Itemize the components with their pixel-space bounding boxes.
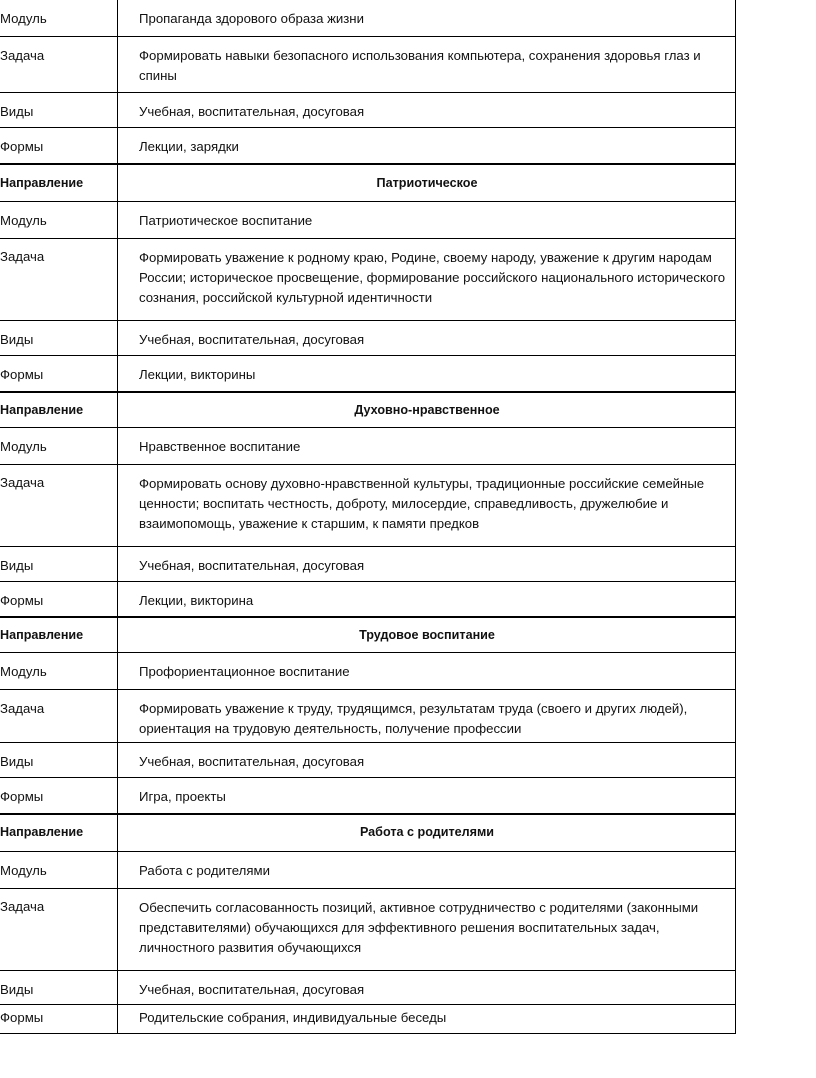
row-value: Лекции, викторина [139, 593, 254, 608]
row-border [0, 127, 736, 128]
row-value: Формировать навыки безопасного использования компьютера, сохранения здоровья глаз и спины [139, 48, 701, 83]
table-row [0, 1005, 736, 1034]
table-row [0, 971, 736, 1005]
table-row [0, 582, 736, 617]
direction-top-border [0, 163, 736, 165]
row-border [0, 689, 736, 690]
table-row [0, 743, 736, 778]
table-row [0, 653, 736, 690]
row-border [0, 320, 736, 321]
direction-row [0, 164, 736, 202]
row-border [0, 92, 736, 93]
row-border [0, 777, 736, 778]
row-border [0, 970, 736, 971]
row-value: Учебная, воспитательная, досуговая [139, 332, 365, 347]
direction-title: Работа с родителями [359, 825, 495, 839]
table-row [0, 321, 736, 356]
table-row [0, 690, 736, 743]
row-label: Модуль [0, 863, 47, 878]
row-label: Формы [0, 789, 44, 804]
row-value: Работа с родителями [139, 863, 270, 878]
row-border [0, 742, 736, 743]
column-divider [117, 0, 118, 1034]
table-row [0, 93, 736, 128]
row-label: Модуль [0, 439, 47, 454]
direction-top-border [0, 616, 736, 618]
row-label: Задача [0, 899, 45, 914]
table-row [0, 889, 736, 971]
row-value: Лекции, викторины [139, 367, 256, 382]
row-border [0, 238, 736, 239]
row-label: Задача [0, 249, 45, 264]
direction-row [0, 814, 736, 852]
row-label: Формы [0, 367, 44, 382]
table-row [0, 0, 736, 37]
table-row [0, 778, 736, 814]
direction-label: Направление [0, 176, 84, 190]
table-row [0, 37, 736, 93]
row-border [0, 355, 736, 356]
row-value: Формировать уважение к труду, трудящимся, результатам труда (своего и других людей), ориентация на трудовую деятельность, получение профессии [139, 701, 688, 736]
direction-row [0, 617, 736, 653]
row-value: Учебная, воспитательная, досуговая [139, 558, 365, 573]
row-value: Формировать уважение к родному краю, Родине, своему народу, уважение к другим народам России; историческое просвещение, формирование российского национального исторического сознания, российской культурной идентичности [139, 250, 726, 305]
row-label: Виды [0, 558, 34, 573]
table-right-border [735, 0, 736, 1034]
row-value: Обеспечить согласованность позиций, активное сотрудничество с родителями (законными представителями) обучающихся для эффективного решения воспитательных задач, личностного развития обучающихся [139, 900, 699, 955]
row-label: Виды [0, 754, 34, 769]
table-row [0, 852, 736, 889]
row-value: Формировать основу духовно-нравственной культуры, традиционные российские семейные ценности; воспитать честность, доброту, милосердие, справедливость, дружелюбие и взаимопомощь, уважение к старшим, к памяти предков [139, 476, 705, 531]
row-border [0, 888, 736, 889]
row-value: Пропаганда здорового образа жизни [139, 11, 364, 26]
row-value: Нравственное воспитание [139, 439, 301, 454]
row-value: Родительские собрания, индивидуальные беседы [139, 1010, 447, 1025]
direction-title: Духовно-нравственное [354, 403, 500, 417]
row-label: Формы [0, 1010, 44, 1025]
row-label: Модуль [0, 664, 47, 679]
direction-label: Направление [0, 628, 84, 642]
table-bottom-border [0, 1033, 736, 1034]
row-label: Виды [0, 982, 34, 997]
row-value: Учебная, воспитательная, досуговая [139, 104, 365, 119]
row-value: Патриотическое воспитание [139, 213, 313, 228]
direction-title: Трудовое воспитание [359, 628, 495, 642]
row-label: Виды [0, 332, 34, 347]
row-label: Задача [0, 701, 45, 716]
table-row [0, 428, 736, 465]
row-value: Лекции, зарядки [139, 139, 239, 154]
row-label: Задача [0, 475, 45, 490]
row-border [0, 546, 736, 547]
row-border [0, 464, 736, 465]
row-label: Модуль [0, 11, 47, 26]
direction-top-border [0, 813, 736, 815]
table-row [0, 465, 736, 547]
row-label: Задача [0, 48, 45, 63]
row-value: Учебная, воспитательная, досуговая [139, 754, 365, 769]
table-row [0, 239, 736, 321]
direction-top-border [0, 391, 736, 393]
row-label: Формы [0, 139, 44, 154]
row-value: Игра, проекты [139, 789, 226, 804]
row-label: Виды [0, 104, 34, 119]
direction-row [0, 392, 736, 428]
row-value: Учебная, воспитательная, досуговая [139, 982, 365, 997]
table-row [0, 356, 736, 392]
table-row [0, 128, 736, 164]
direction-label: Направление [0, 825, 84, 839]
row-border [0, 581, 736, 582]
row-border [0, 36, 736, 37]
table-row [0, 202, 736, 239]
row-value: Профориентационное воспитание [139, 664, 350, 679]
row-label: Модуль [0, 213, 47, 228]
row-border [0, 1004, 736, 1005]
direction-title: Патриотическое [376, 176, 478, 190]
table-row [0, 547, 736, 582]
direction-label: Направление [0, 403, 84, 417]
row-label: Формы [0, 593, 44, 608]
